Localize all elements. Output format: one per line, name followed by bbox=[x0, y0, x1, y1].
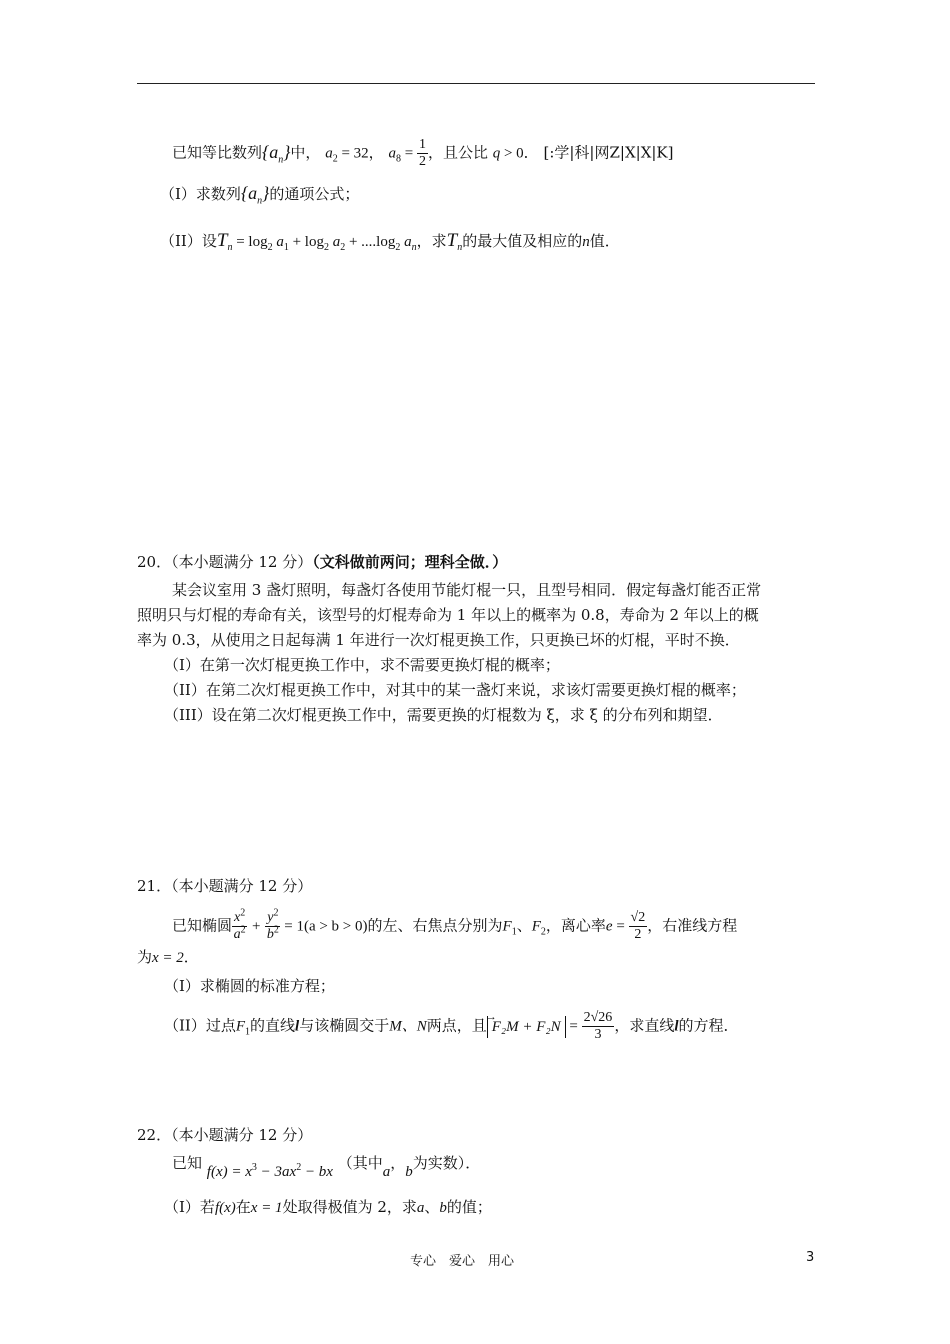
footer-slogan: 专心 爱心 用心 bbox=[410, 1254, 515, 1269]
q20-body-3: 率为 0.3，从使用之日起每满 1 年进行一次灯棍更换工作，只更换已坏的灯棍，平时不换． bbox=[137, 631, 740, 649]
q20-title: 20．（本小题满分 12 分）（文科做前两问；理科全做．） bbox=[137, 553, 508, 571]
q22-part1: （I）若f(x)在x = 1处取得极值为 2，求a、b的值； bbox=[164, 1198, 492, 1216]
q19-intro-line: 已知等比数列$\{a_n\}$中， $a_2 = 32$， $a_8$ = $\frac{1}{2}$ ，且公比 q > 0． [:学|科|网Z|X|X|K] bbox=[172, 137, 674, 169]
q21-line2: 为x = 2． bbox=[137, 948, 199, 966]
q22-title: 22．（本小题满分 12 分） bbox=[137, 1126, 313, 1144]
header-rule bbox=[137, 83, 815, 84]
q19-part2: （II）设$T_n = \log_2 a_1 + \log_2 a_2 + ....\log_2$ $a_n$，求$T_n$的最大值及相应的n值． bbox=[160, 230, 620, 253]
q20-part1: （I）在第一次灯棍更换工作中，求不需要更换灯棍的概率； bbox=[164, 656, 560, 674]
watermark-text: [:学|科|网Z|X|X|K] bbox=[543, 143, 674, 162]
q21-part1: （I）求椭圆的标准方程； bbox=[164, 977, 335, 995]
x2-over-a2: $\frac{x^2}{a^2}$ bbox=[233, 907, 246, 942]
q21-intro-line: 已知椭圆 $\frac{x^2}{a^2}$ + $\frac{y^2}{b^2}$ = 1(a > b > 0)的左、右焦点分别为$F_1$、$F_2$，离心率e = $\frac{√2}{2}$ ，右准线方程 bbox=[172, 907, 738, 942]
magnitude-fraction: $\frac{2√26}{3}$ bbox=[583, 1010, 613, 1042]
q20-body-2: 照明只与灯棍的寿命有关，该型号的灯棍寿命为 1 年以上的概率为 0.8，寿命为 2 年以上的概 bbox=[137, 606, 759, 624]
q19-part1: （I）求数列$\{a_n\}$的通项公式； bbox=[160, 183, 360, 207]
q21-title: 21．（本小题满分 12 分） bbox=[137, 877, 313, 895]
q20-body-1: 某会议室用 3 盏灯照明，每盏灯各使用节能灯棍一只，且型号相同．假定每盏灯能否正常 bbox=[172, 581, 762, 599]
ellipse-condition: = 1(a > b > 0) bbox=[280, 918, 368, 935]
page-number: 3 bbox=[806, 1250, 815, 1265]
seq-symbol: {a bbox=[262, 141, 279, 162]
q20-part3: （III）设在第二次灯棍更换工作中，需要更换的灯棍数为 ξ，求 ξ 的分布列和期望． bbox=[164, 706, 723, 724]
vector-sum-magnitude: → F₂M + F₂N bbox=[487, 1016, 566, 1038]
half-fraction: $\frac{1}{2}$ bbox=[418, 137, 426, 169]
q20-note: （文科做前两问；理科全做．） bbox=[312, 553, 508, 571]
y2-over-b2: $\frac{y^2}{b^2}$ bbox=[266, 907, 279, 942]
q19-intro: 已知等比数列 bbox=[172, 143, 263, 162]
q22-intro: 已知 $f(x) = x^3 - 3ax^2$ − bx （其中a，b为实数）． bbox=[172, 1154, 481, 1180]
a2-value: = 32， bbox=[337, 145, 384, 162]
eccentricity-fraction: $\frac{√2}{2}$ bbox=[630, 910, 646, 942]
q21-part2: （II）过点$F_1$的直线l与该椭圆交于M、N两点，且 → F₂M + F₂N = $\frac{2√26}{3}$ ，求直线l的方程． bbox=[164, 1010, 739, 1042]
T-symbol: T bbox=[216, 230, 228, 251]
q20-part2: （II）在第二次灯棍更换工作中，对其中的某一盏灯来说，求该灯需要更换灯棍的概率； bbox=[164, 681, 746, 699]
